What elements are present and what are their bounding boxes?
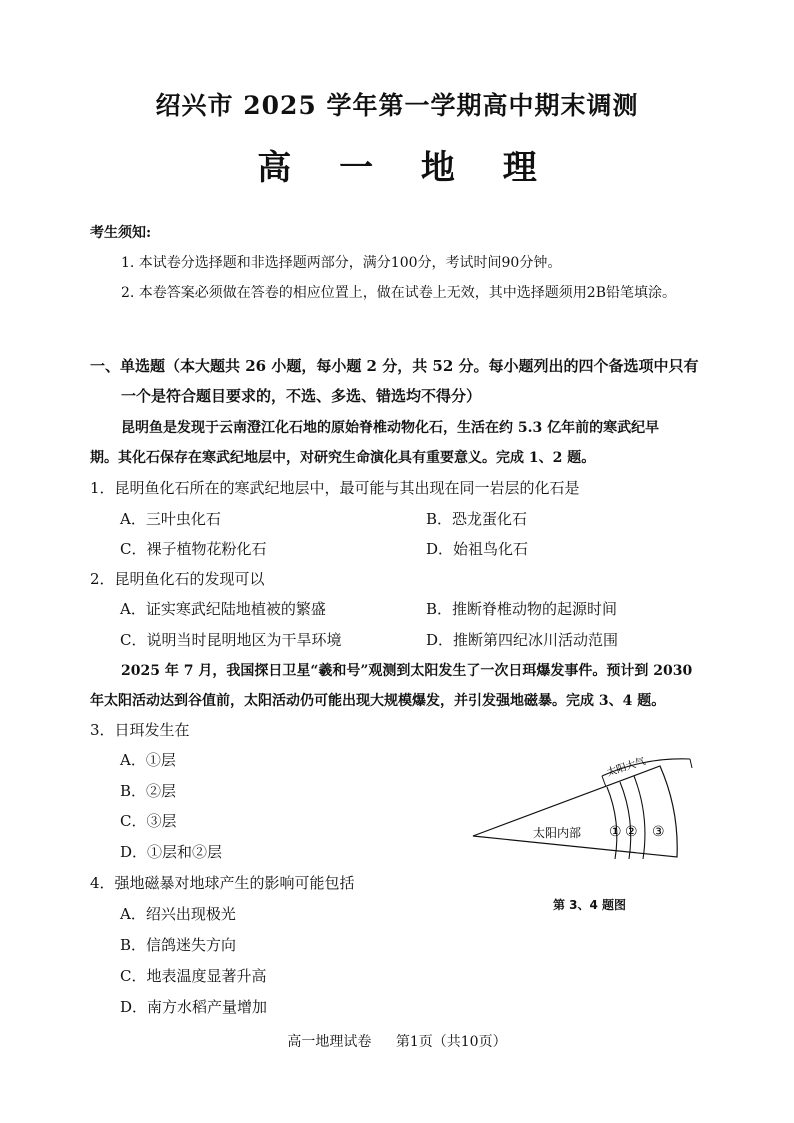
question-4-option-d: D．南方水稻产量增加 bbox=[120, 998, 268, 1016]
passage1-line2: 期。其化石保存在寒武纪地层中，对研究生命演化具有重要意义。完成 1、2 题。 bbox=[90, 450, 596, 466]
figure-caption: 第 3、4 题图 bbox=[553, 898, 627, 912]
interior-label: 太阳内部 bbox=[533, 826, 582, 840]
passage2-line2: 年太阳活动达到谷值前，太阳活动仍可能出现大规模爆发，并引发强地磁暴。完成 3、4 题。 bbox=[90, 693, 666, 709]
sun-sector-outline bbox=[473, 766, 677, 857]
section-heading-line1: 一、单选题（本大题共 26 小题，每小题 2 分，共 52 分。每小题列出的四个备选项中只有 bbox=[90, 357, 699, 375]
footer-page-number: 第1页（共10页） bbox=[395, 1034, 507, 1050]
question-3-option-c: C．③层 bbox=[120, 812, 177, 830]
layer-label-2: ② bbox=[625, 824, 638, 840]
layer-label-3: ③ bbox=[652, 824, 665, 840]
question-1-option-c: C．裸子植物花粉化石 bbox=[120, 540, 267, 558]
atmosphere-label: 太阳大气 bbox=[605, 756, 647, 779]
sun-structure-diagram bbox=[470, 745, 696, 885]
layer-boundary-arc-1 bbox=[607, 787, 617, 859]
question-2-option-c: C．说明当时昆明地区为干旱环境 bbox=[120, 631, 342, 649]
question-3-stem: 3．日珥发生在 bbox=[90, 721, 190, 739]
question-2-option-d: D．推断第四纪冰川活动范围 bbox=[426, 631, 619, 649]
exam-title: 绍兴市 2025 学年第一学期高中期末调测 bbox=[155, 91, 639, 120]
passage1-line1: 昆明鱼是发现于云南澄江化石地的原始脊椎动物化石，生活在约 5.3 亿年前的寒武纪早 bbox=[121, 420, 660, 436]
atmosphere-bracket-right bbox=[690, 759, 692, 768]
question-4-option-c: C．地表温度显著升高 bbox=[120, 967, 267, 985]
notice-heading: 考生须知: bbox=[90, 225, 152, 241]
passage2-line1: 2025 年 7 月，我国探日卫星“羲和号”观测到太阳发生了一次日珥爆发事件。预计到 2030 bbox=[121, 663, 693, 679]
question-4-stem: 4．强地磁暴对地球产生的影响可能包括 bbox=[90, 874, 355, 892]
question-1-stem: 1．昆明鱼化石所在的寒武纪地层中，最可能与其出现在同一岩层的化石是 bbox=[90, 479, 580, 497]
notice-item-2: 2. 本卷答案必须做在答卷的相应位置上，做在试卷上无效，其中选择题须用2B铅笔填涂。 bbox=[121, 285, 677, 301]
question-4-option-b: B．信鸽迷失方向 bbox=[120, 936, 237, 954]
question-2-stem: 2．昆明鱼化石的发现可以 bbox=[90, 570, 265, 588]
question-1-option-b: B．恐龙蛋化石 bbox=[426, 510, 528, 528]
subject-title: 高 一 地 理 bbox=[257, 148, 555, 188]
question-3-option-b: B．②层 bbox=[120, 782, 177, 800]
question-4-option-a: A．绍兴出现极光 bbox=[120, 905, 236, 923]
layer-label-1: ① bbox=[609, 824, 622, 840]
question-3-option-d: D．①层和②层 bbox=[120, 843, 223, 861]
question-2-option-b: B．推断脊椎动物的起源时间 bbox=[426, 600, 618, 618]
question-3-option-a: A．①层 bbox=[120, 751, 176, 769]
layer-boundary-arc-3 bbox=[634, 776, 645, 859]
page-footer bbox=[0, 1031, 794, 1051]
footer-subject: 高一地理试卷 bbox=[287, 1034, 372, 1050]
question-1-option-a: A．三叶虫化石 bbox=[120, 510, 221, 528]
notice-item-1: 1. 本试卷分选择题和非选择题两部分，满分100分，考试时间90分钟。 bbox=[121, 255, 562, 271]
question-2-option-a: A．证实寒武纪陆地植被的繁盛 bbox=[120, 600, 326, 618]
atmosphere-bracket-left bbox=[602, 776, 606, 787]
section-heading-line2: 一个是符合题目要求的，不选、多选、错选均不得分） bbox=[121, 387, 482, 405]
layer-boundary-arc-2 bbox=[620, 782, 631, 859]
question-1-option-d: D．始祖鸟化石 bbox=[426, 540, 529, 558]
